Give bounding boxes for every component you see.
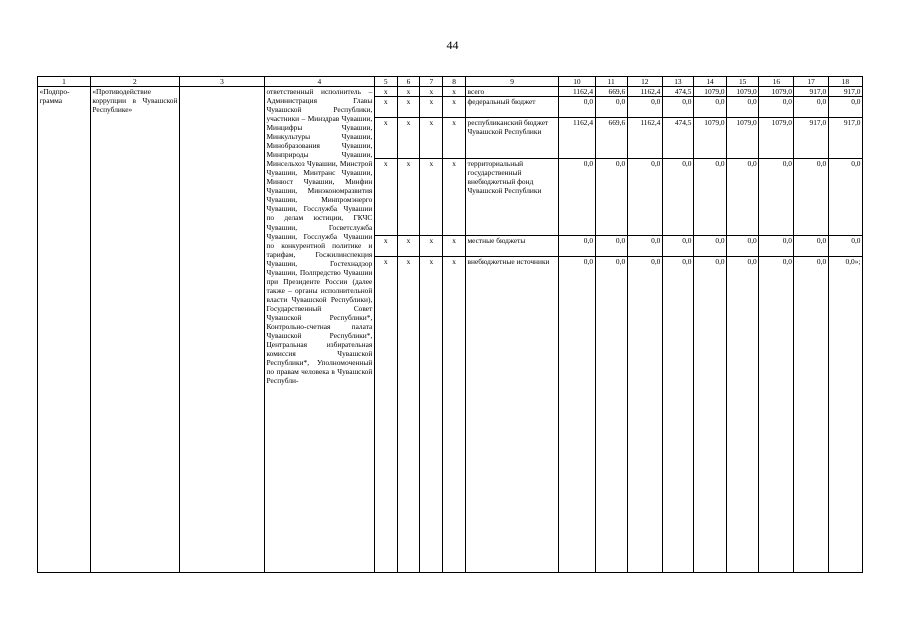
funding-source-cell: федеральный бюджет [466, 97, 559, 118]
funding-source-cell: местные бюджеты [466, 236, 559, 257]
budget-code-cell: x [374, 236, 397, 257]
budget-code-cell: x [420, 257, 443, 573]
budget-code-cell: x [420, 118, 443, 159]
value-cell: 0,0 [693, 97, 726, 118]
subprogram-name-cell: «Противодействие коррупции в Чувашской Республике» [90, 87, 179, 573]
budget-code-cell: x [397, 257, 420, 573]
value-cell: 0,0 [727, 97, 759, 118]
column-number: 12 [627, 77, 662, 87]
code-cell [179, 87, 264, 573]
column-number: 16 [759, 77, 794, 87]
value-cell: 0,0 [693, 257, 726, 573]
value-cell: 0,0 [759, 159, 794, 236]
value-cell: 0,0 [627, 97, 662, 118]
column-number: 5 [374, 77, 397, 87]
funding-source-cell: республиканский бюджет Чувашской Республики [466, 118, 559, 159]
value-cell: 0,0 [559, 236, 595, 257]
budget-code-cell: x [420, 236, 443, 257]
value-cell: 0,0 [662, 257, 693, 573]
budget-code-cell: x [374, 97, 397, 118]
value-cell: 0,0 [693, 159, 726, 236]
value-cell: 0,0 [662, 236, 693, 257]
value-cell: 0,0 [727, 236, 759, 257]
column-number: 1 [38, 77, 91, 87]
budget-code-cell: x [374, 159, 397, 236]
budget-code-cell: x [420, 159, 443, 236]
value-cell: 0,0 [627, 257, 662, 573]
funding-source-cell: внебюджетные источники [466, 257, 559, 573]
page-number: 44 [446, 38, 459, 52]
column-number: 11 [595, 77, 627, 87]
budget-code-cell: x [397, 87, 420, 97]
value-cell: 1079,0 [759, 87, 794, 97]
value-cell: 1079,0 [727, 87, 759, 97]
value-cell: 0,0 [627, 236, 662, 257]
value-cell: 669,6 [595, 87, 627, 97]
budget-code-cell: x [443, 159, 466, 236]
value-cell: 1079,0 [759, 118, 794, 159]
value-cell: 0,0 [595, 159, 627, 236]
budget-code-cell: x [374, 257, 397, 573]
budget-code-cell: x [397, 159, 420, 236]
budget-code-cell: x [443, 236, 466, 257]
value-cell: 1162,4 [627, 118, 662, 159]
column-number: 10 [559, 77, 595, 87]
value-cell: 917,0 [828, 118, 862, 159]
value-cell: 0,0 [828, 159, 862, 236]
value-cell: 0,0 [595, 257, 627, 573]
budget-code-cell: x [420, 97, 443, 118]
column-number: 9 [466, 77, 559, 87]
column-number: 15 [727, 77, 759, 87]
budget-code-cell: x [397, 118, 420, 159]
column-number: 3 [179, 77, 264, 87]
value-cell: 0,0 [794, 236, 828, 257]
value-cell: 0,0 [759, 97, 794, 118]
value-cell: 669,6 [595, 118, 627, 159]
value-cell: 0,0 [595, 97, 627, 118]
column-number: 8 [443, 77, 466, 87]
value-cell: 0,0 [828, 97, 862, 118]
value-cell: 474,5 [662, 118, 693, 159]
header-row [38, 77, 863, 87]
value-cell: 474,5 [662, 87, 693, 97]
table-row [38, 87, 863, 97]
value-cell: 0,0 [759, 257, 794, 573]
value-cell: 0,0 [794, 97, 828, 118]
value-cell: 0,0 [662, 97, 693, 118]
budget-code-cell: x [374, 87, 397, 97]
executor-text: ответственный исполнитель – Администрация Главы Чувашской Республики, участники – Минздрав Чувашии, Минцифры Чувашии, Минкультуры Чувашии, Минобразования Чувашии, Минприроды Чувашии, Минсельхоз Чувашии, Минстрой Чувашии, Минтранс Чувашии, Минюст Чувашии, Минфин Чувашии, Минэкономразвития Чувашии, Минпромэнерго Чувашии, Госслужба Чувашии по делам юстиции, ГКЧС Чувашии, Госветслужба Чувашии, Госслужба Чувашии по конкурентной политике и тарифам, Госжилинспекция Чувашии, Гостехнадзор Чувашии, Полпредство Чувашии при Президенте России (далее также – органы исполнительной власти Чувашской Республики), Государственный Совет Чувашской Республики*, Контрольно-счетная палата Чувашской Республики*, Центральная избирательная комиссия Чувашской Республики*, Уполномоченный по правам человека в Чувашской Республи- [266, 87, 373, 386]
value-cell: 0,0 [727, 257, 759, 573]
value-cell: 0,0 [727, 159, 759, 236]
value-cell: 0,0 [559, 97, 595, 118]
value-cell: 0,0 [595, 236, 627, 257]
column-number: 2 [90, 77, 179, 87]
budget-code-cell: x [374, 118, 397, 159]
value-cell: 0,0 [794, 159, 828, 236]
budget-code-cell: x [420, 87, 443, 97]
funding-source-cell: всего [466, 87, 559, 97]
value-cell: 0,0 [693, 236, 726, 257]
value-cell: 917,0 [794, 118, 828, 159]
value-cell: 1079,0 [693, 87, 726, 97]
value-cell: 0,0»; [828, 257, 862, 573]
value-cell: 1162,4 [627, 87, 662, 97]
budget-table [37, 76, 863, 573]
value-cell: 0,0 [828, 236, 862, 257]
budget-code-cell: x [397, 97, 420, 118]
value-cell: 0,0 [559, 159, 595, 236]
column-number: 6 [397, 77, 420, 87]
value-cell: 0,0 [627, 159, 662, 236]
budget-code-cell: x [443, 257, 466, 573]
status-cell: «Подпро-грамма [38, 87, 91, 573]
value-cell: 0,0 [794, 257, 828, 573]
value-cell: 0,0 [559, 257, 595, 573]
value-cell: 1162,4 [559, 87, 595, 97]
column-number: 17 [794, 77, 828, 87]
executor-cell [264, 87, 374, 573]
value-cell: 917,0 [794, 87, 828, 97]
column-number: 13 [662, 77, 693, 87]
value-cell: 1079,0 [727, 118, 759, 159]
column-number: 4 [264, 77, 374, 87]
column-number: 18 [828, 77, 862, 87]
column-number: 14 [693, 77, 726, 87]
funding-source-cell: территориальный государственный внебюджетный фонд Чувашской Республики [466, 159, 559, 236]
value-cell: 1079,0 [693, 118, 726, 159]
budget-code-cell: x [443, 87, 466, 97]
budget-code-cell: x [397, 236, 420, 257]
budget-code-cell: x [443, 97, 466, 118]
value-cell: 0,0 [662, 159, 693, 236]
value-cell: 0,0 [759, 236, 794, 257]
budget-code-cell: x [443, 118, 466, 159]
value-cell: 917,0 [828, 87, 862, 97]
value-cell: 1162,4 [559, 118, 595, 159]
column-number: 7 [420, 77, 443, 87]
